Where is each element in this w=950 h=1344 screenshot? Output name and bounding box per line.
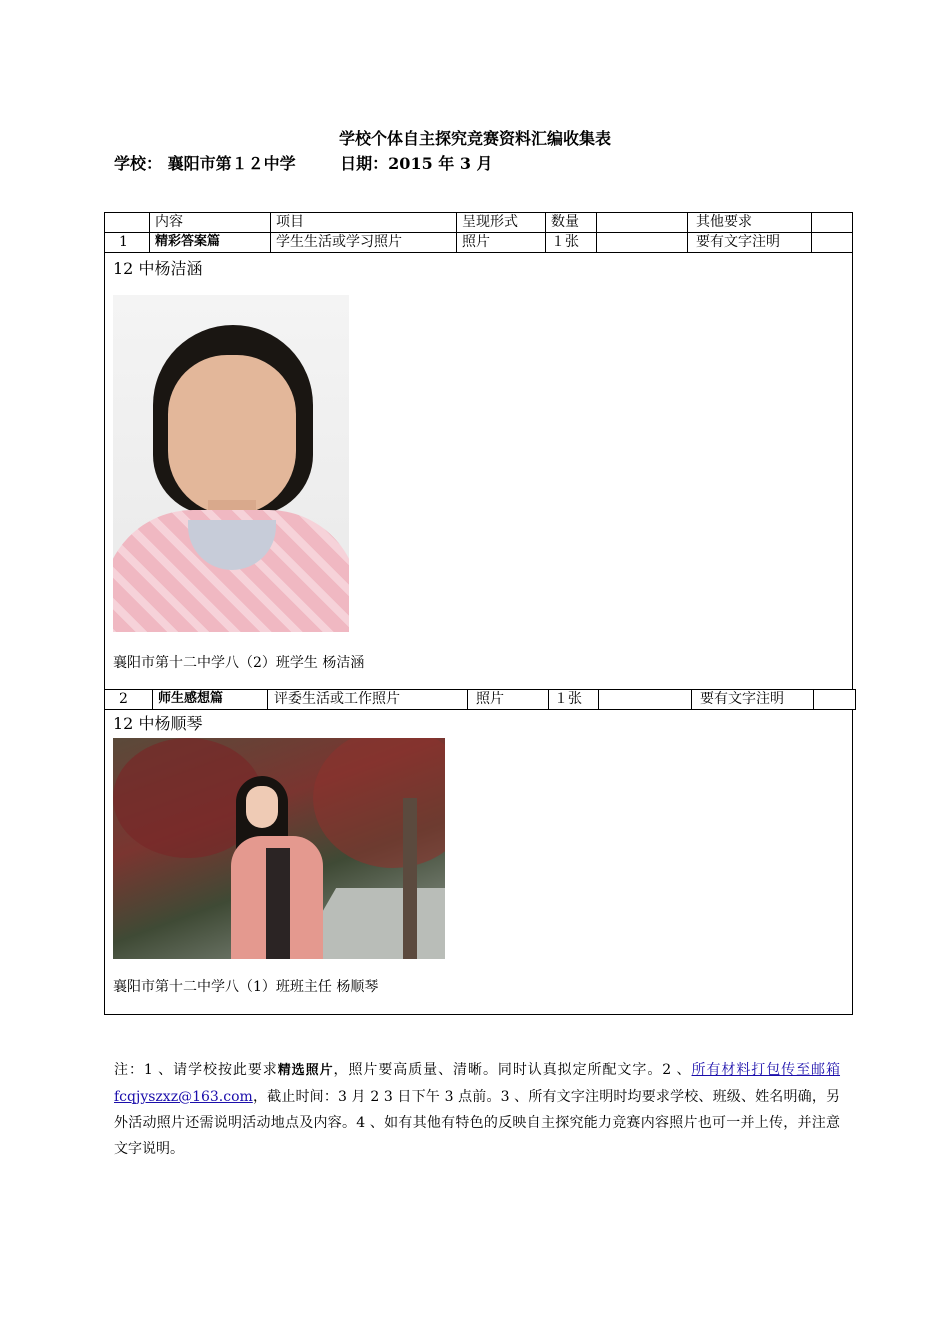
row-form: 照片 bbox=[457, 233, 546, 253]
page-title: 学校个体自主探究竞赛资料汇编收集表 bbox=[338, 129, 611, 148]
header-cell-content: 内容 bbox=[150, 213, 271, 233]
date-label: 日期：2015 年 3 月 bbox=[340, 154, 493, 173]
photo-caption: 襄阳市第十二中学八（2）班学生 杨洁涵 bbox=[113, 655, 365, 671]
row-requirement: 要有文字注明 bbox=[692, 690, 814, 709]
entry-name: 12 中杨洁涵 bbox=[113, 259, 203, 278]
row-empty bbox=[597, 233, 688, 253]
row-divider bbox=[105, 252, 852, 253]
photo-shape bbox=[168, 355, 296, 515]
row-number: 1 bbox=[105, 233, 150, 253]
note-bold: 精选照片 bbox=[277, 1063, 334, 1078]
row-form: 照片 bbox=[468, 690, 549, 709]
school-label: 学校： bbox=[114, 154, 163, 173]
row-requirement: 要有文字注明 bbox=[688, 233, 812, 253]
row-empty bbox=[599, 690, 692, 709]
email-link[interactable]: 所有材料打包传至邮箱 fcqjyszxz@163.com bbox=[114, 1062, 841, 1105]
header-cell-blank bbox=[105, 213, 150, 233]
photo-shape bbox=[246, 786, 278, 828]
row-number: 2 bbox=[105, 690, 153, 709]
school-name: 襄阳市第１２中学 bbox=[167, 154, 296, 173]
row-item: 学生生活或学习照片 bbox=[271, 233, 457, 253]
row-tail bbox=[814, 690, 855, 709]
notes-paragraph bbox=[114, 1057, 840, 1162]
header-cell-form: 呈现形式 bbox=[457, 213, 546, 233]
photo-shape bbox=[313, 738, 445, 868]
row-tail bbox=[812, 233, 852, 253]
photo-shape bbox=[266, 848, 290, 959]
row-qty: １张 bbox=[546, 233, 597, 253]
row-content: 精彩答案篇 bbox=[150, 233, 271, 253]
note-text-3: ，截止时间：3 月 2 3 日下午 3 点前。3 、所有文字注明时均要求学校、班级、姓名明确，另外活动照片还需说明活动地点及内容。4 、如有其他有特色的反映自主探究能力竞赛内容照片也可一并上传，并注意文字说明。 bbox=[114, 1089, 840, 1157]
row-qty: １张 bbox=[549, 690, 599, 709]
school-date-line bbox=[114, 151, 493, 174]
table-row-1 bbox=[105, 233, 852, 253]
teacher-photo bbox=[113, 738, 445, 959]
entry-name: 12 中杨顺琴 bbox=[113, 714, 203, 733]
row-item: 评委生活或工作照片 bbox=[268, 690, 468, 709]
note-text-1: 注：1 、请学校按此要求 bbox=[114, 1062, 278, 1078]
header-cell-requirement: 其他要求 bbox=[688, 213, 812, 233]
header-cell-qty: 数量 bbox=[546, 213, 597, 233]
student-photo bbox=[113, 295, 349, 632]
photo-shape bbox=[403, 798, 417, 959]
header-cell-empty bbox=[597, 213, 688, 233]
header-cell-tail bbox=[812, 213, 852, 233]
table-row-2 bbox=[104, 689, 856, 710]
note-text-2: ，照片要高质量、清晰。同时认真拟定所配文字。2 、 bbox=[333, 1062, 692, 1078]
header-cell-item: 项目 bbox=[271, 213, 457, 233]
photo-caption: 襄阳市第十二中学八（1）班班主任 杨顺琴 bbox=[113, 979, 379, 995]
row-content: 师生感想篇 bbox=[153, 690, 268, 709]
